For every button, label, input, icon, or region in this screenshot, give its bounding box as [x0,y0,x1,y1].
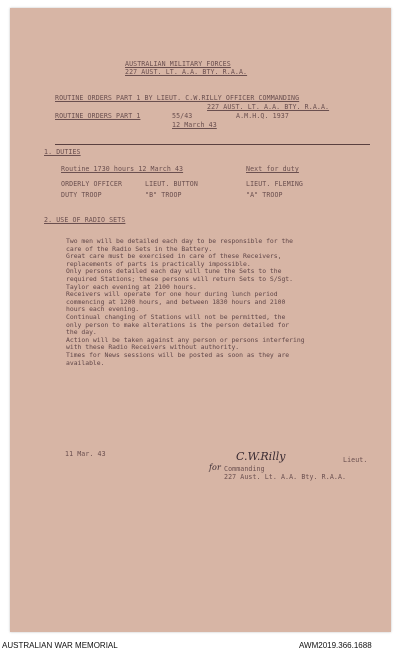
handwritten-signature: C.W.Rilly [236,450,286,463]
signature-unit: 227 Aust. Lt. A.A. Bty. R.A.A. [224,473,347,481]
section2-title: 2. USE OF RADIO SETS [44,216,126,224]
duty-troop-next: "A" TROOP [246,191,283,199]
next-for-duty-header: Next for duty [246,165,299,173]
duty-troop-label: DUTY TROOP [61,191,102,199]
for-mark: for [209,463,221,472]
orders-part-label: ROUTINE ORDERS PART 1 [55,112,141,120]
orderly-officer-next: LIEUT. FLEMING [246,180,303,188]
document-sheet [10,8,391,632]
orders-unit: 227 AUST. LT. A.A. BTY. R.A.A. [207,103,330,111]
section1-title: 1. DUTIES [44,148,81,156]
routine-line: Routine 1730 hours 12 March 43 [61,165,184,173]
header-rule [55,144,370,145]
unit-title: 227 AUST. LT. A.A. BTY. R.A.A. [125,68,248,76]
signature-rank: Lieut. [343,456,368,464]
orders-date: 12 March 43 [172,121,217,129]
orderly-officer-label: ORDERLY OFFICER [61,180,123,188]
signature-date: 11 Mar. 43 [65,450,106,458]
footer-credit: AUSTRALIAN WAR MEMORIAL [2,641,118,650]
orders-by-line: ROUTINE ORDERS PART 1 BY LIEUT. C.W.RILLY OFFICER COMMANDING [55,94,300,102]
orderly-officer-today: LIEUT. BUTTON [145,180,198,188]
org-title: AUSTRALIAN MILITARY FORCES [125,60,231,68]
duty-troop-today: "B" TROOP [145,191,182,199]
orders-number: 55/43 [172,112,193,120]
footer-accession-number: AWM2019.366.1688 [299,641,372,650]
radio-sets-orders-text: Two men will be detailed each day to be responsible for the care of the Radio Sets in the Battery. Great care must be exercised in care of these Receivers, replacements of parts is practically impossible. Only persons detailed each day will tune the Sets to the required Stations; these persons will return Sets to S/Sgt. Taylor each evening at 2100 hours. Receivers will operate for one hour during lunch period commencing at 1200 hours, and between 1830 hours and 2100 hours each evening. Continual changing of Stations will not be permitted, the only person to make alterations is the person detailed for the day. Action will be taken against any person or persons interfering with these Radio Receivers without authority. Times for News sessions will be posted as soon as they are available. [66,237,305,367]
signature-role: Commanding [224,465,265,473]
orders-ref: A.M.H.Q. 1937 [236,112,289,120]
